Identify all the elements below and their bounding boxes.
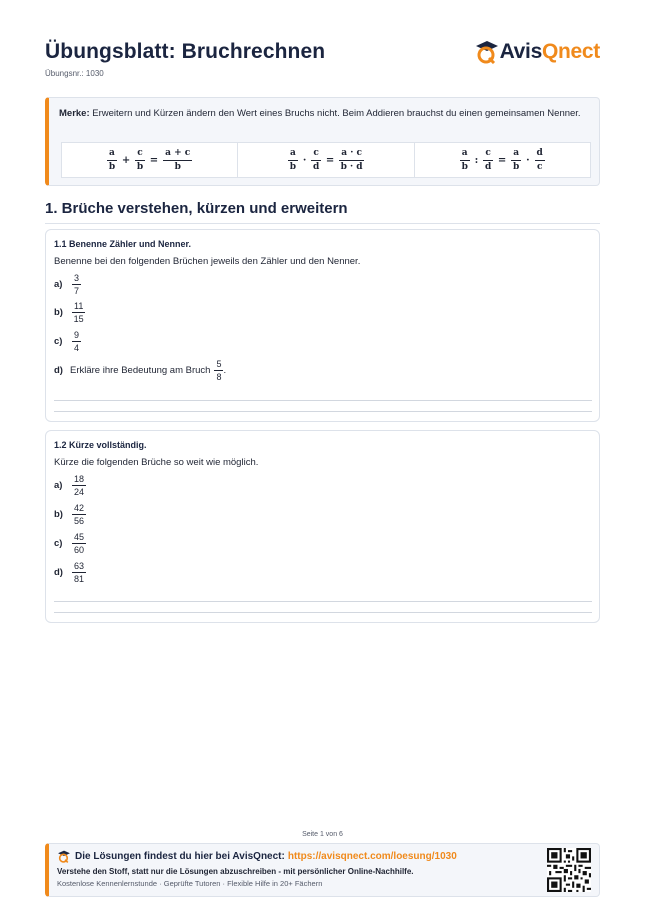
fraction: 45 60: [74, 532, 85, 555]
fraction: 18 24: [74, 474, 85, 497]
task-title: 1.1 Benenne Zähler und Nenner.: [54, 239, 192, 249]
list-item: c) 45 60: [54, 532, 85, 555]
logo-text-avis: Avis: [499, 40, 542, 63]
rule-note-box: [45, 97, 600, 186]
page-header: [45, 40, 600, 84]
solution-link[interactable]: https://avisqnect.com/loesung/1030: [287, 851, 457, 862]
exercise-number: Übungsnr.: 1030: [45, 69, 104, 78]
formula-addition: $\frac{a}{b}$ + $\frac{c}{b}$ = $\frac{a + c}{b}$: [62, 143, 238, 177]
answer-line: [54, 601, 592, 602]
answer-line: [54, 400, 592, 401]
fraction: 11 15: [73, 301, 84, 324]
list-item: d) Erkläre ihre Bedeutung am Bruch 5 8 .: [54, 359, 227, 382]
answer-line: [54, 411, 592, 412]
page-number: Seite 1 von 6: [302, 831, 343, 838]
note-text: Erweitern und Kürzen ändern den Wert eines Bruchs nicht. Beim Addieren brauchst du einen gemeinsamen Nenner.: [92, 108, 581, 119]
logo-q-cap-icon: [57, 850, 71, 863]
fraction: 63 81: [74, 561, 85, 584]
task-card-1-2: [45, 430, 600, 623]
fraction: 5 8: [216, 359, 222, 382]
answer-line: [54, 612, 592, 613]
list-item: c) 9 4: [54, 330, 80, 353]
logo-text-qnect: Qnect: [541, 40, 600, 63]
task-title: 1.2 Kürze vollständig.: [54, 440, 147, 450]
formula-division: $\frac{a}{b}$ : $\frac{c}{d}$ = $\frac{a}{b}$ · $\frac{d}{c}$: [461, 147, 543, 172]
fraction: 3 7: [74, 273, 80, 296]
page-title: Übungsblatt: Bruchrechnen: [45, 40, 326, 63]
qr-code-icon[interactable]: [547, 848, 591, 892]
footer-features: Kostenlose Kennenlernstunde · Geprüfte Tutoren · Flexible Hilfe in 20+ Fächern: [57, 879, 323, 888]
solutions-footer: [45, 843, 600, 897]
logo-q-cap-icon: [474, 40, 500, 64]
fraction: 9 4: [74, 330, 80, 353]
footer-headline: Die Lösungen findest du hier bei AvisQnect:: [75, 851, 285, 862]
formula-row: [61, 142, 591, 178]
fraction: 42 56: [74, 503, 85, 526]
list-item: d) 63 81: [54, 561, 85, 584]
formula-multiplication: $\frac{a}{b}$ · $\frac{c}{d}$ = $\frac{a \cdot c}{b \cdot d}$: [238, 143, 414, 177]
list-item: a) 18 24: [54, 474, 85, 497]
task-description: Benenne bei den folgenden Brüchen jeweils den Zähler und den Nenner.: [54, 256, 361, 267]
note-label: Merke:: [59, 108, 90, 119]
brand-logo: [474, 40, 600, 64]
task-card-1-1: [45, 229, 600, 422]
section-title: 1. Brüche verstehen, kürzen und erweitern: [45, 200, 600, 224]
list-item: b) 11 15: [54, 301, 84, 324]
list-item: b) 42 56: [54, 503, 85, 526]
task-description: Kürze die folgenden Brüche so weit wie möglich.: [54, 457, 259, 468]
list-item: a) 3 7: [54, 273, 80, 296]
footer-subline: Verstehe den Stoff, statt nur die Lösungen abzuschreiben - mit persönlicher Online-Nachhilfe.: [57, 867, 414, 876]
